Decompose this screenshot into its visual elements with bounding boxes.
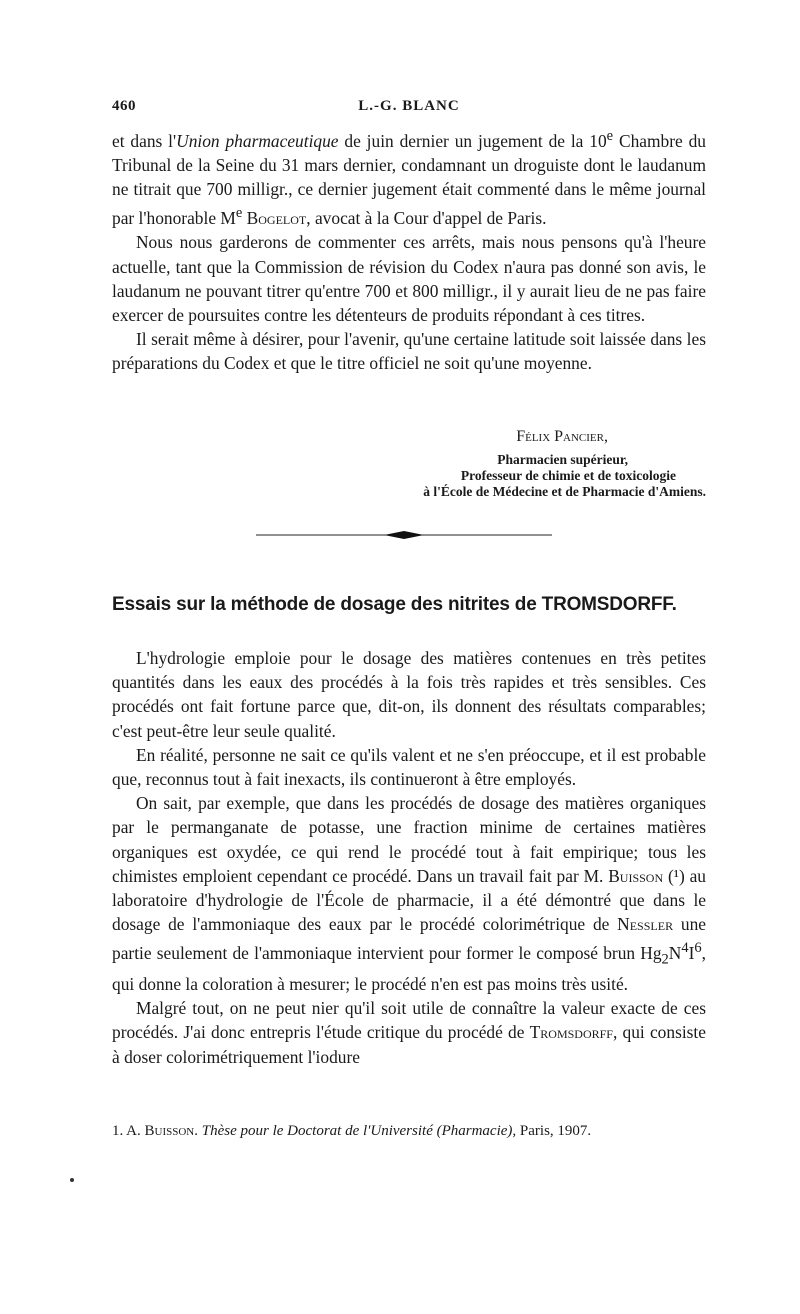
page-number: 460	[112, 98, 136, 114]
signature-title-2: Professeur de chimie et de toxicologie	[460, 468, 676, 483]
text-run: une partie seulement de l'ammoniaque intervient pour former le composé brun Hg	[112, 914, 706, 964]
person-name: Bogelot	[246, 208, 307, 229]
paragraph-6	[112, 791, 706, 996]
text-run: On sait, par exemple, que dans les procédés de dosage des matières organiques par le permanganate de potasse, une fraction minime de certaines matières organiques est oxydée, ce qui rend le procédé tout à fait empirique; tous les chimistes emploient cependant ce procédé. Dans un travail fait par M.	[112, 793, 706, 886]
paragraph-1	[112, 124, 706, 230]
text-run: de juin dernier un jugement de la 10	[338, 130, 607, 151]
superscript: 6	[694, 940, 702, 957]
footnote	[112, 1123, 706, 1140]
journal-title: Union pharmaceutique	[176, 130, 339, 151]
text-run: , avocat à la Cour d'appel de Paris.	[306, 208, 547, 229]
signature-block	[112, 428, 706, 500]
text-run: et dans l'	[112, 130, 177, 151]
title-text: Essais sur la méthode de dosage des nitrites de	[112, 594, 542, 615]
superscript: e	[606, 128, 614, 144]
text-run: , qui donne la coloration à mesurer; le procédé n'en est pas moins très usité.	[112, 943, 706, 994]
subscript: 2	[661, 951, 669, 968]
paragraph-4: L'hydrologie emploie pour le dosage des matières contenues en très petites quantités dans les eaux des procédés à la fois très rapides et très sensibles. Ces procédés ont fait fortune parce que, dit-on, ils donnent des résultats comparables; c'est peut-être leur seule qualité.	[112, 648, 706, 741]
text-run: Chambre du Tribunal de la Seine du 31 mars dernier, condamnant un droguiste dont le laudanum ne titrait que 700 milligr., ce dernier jugement était commenté dans le même journal par l'honorable M	[112, 130, 706, 229]
person-name: Tromsdorff	[529, 1022, 613, 1043]
title-author: TROMSDORFF.	[541, 594, 677, 615]
page-header	[112, 98, 706, 120]
text-run: , qui consiste à doser colorimétriquement l'iodure	[112, 1022, 706, 1067]
article-title	[112, 594, 706, 616]
text-run: au laboratoire d'hydrologie de l'École de pharmacie, il a été démontré que dans le dosage de l'ammoniaque des eaux par le procédé colorimétrique de	[112, 865, 706, 935]
running-head: L.-G. BLANC	[358, 98, 460, 114]
footnote-ref: (¹)	[667, 865, 685, 886]
text-run: Malgré tout, on ne peut nier qu'il soit utile de connaître la valeur exacte de ces procédés. J'ai donc entrepris l'étude critique du procédé de	[112, 998, 706, 1043]
signature-title-3: à l'École de Médecine et de Pharmacie d'Amiens.	[423, 484, 706, 499]
text-run: I	[688, 943, 695, 964]
footnote-rest: Paris, 1907.	[516, 1123, 592, 1139]
paragraph-2: Nous nous garderons de commenter ces arrêts, mais nous pensons qu'à l'heure actuelle, tant que la Commission de révision du Codex n'aura pas donné son avis, le laudanum ne pouvant titrer qu'entre 700 et 800 milligr., il y aurait lieu de ne pas faire exercer de poursuites contre les détenteurs de produits répondant à ces titres.	[112, 232, 706, 326]
paragraph-3: Il serait même à désirer, pour l'avenir, qu'une certaine latitude soit laissée dans les préparations du Codex et que le titre officiel ne soit qu'une moyenne.	[112, 329, 706, 374]
page-mark	[70, 1178, 74, 1182]
paragraph-7	[112, 996, 706, 1069]
superscript: e	[235, 205, 243, 222]
person-name: Buisson	[608, 865, 664, 886]
section-separator	[256, 528, 552, 542]
footnote-title: Thèse pour le Doctorat de l'Université (Pharmacie),	[198, 1123, 517, 1139]
article-1-body	[112, 124, 706, 376]
footnote-author: Buisson.	[144, 1123, 199, 1139]
paragraph-5: En réalité, personne ne sait ce qu'ils valent et ne s'en préoccupe, et il est probable que, reconnus tout à fait inexacts, ils continueront à être employés.	[112, 744, 706, 790]
footnote-number: 1. A.	[112, 1123, 145, 1139]
article-2-body	[112, 646, 706, 1069]
signature-name: Félix Pancier,	[516, 428, 608, 445]
person-name: Nessler	[617, 914, 674, 935]
signature-title-1: Pharmacien supérieur,	[497, 452, 628, 467]
superscript: 4	[681, 940, 689, 957]
text-run: N	[668, 943, 682, 964]
